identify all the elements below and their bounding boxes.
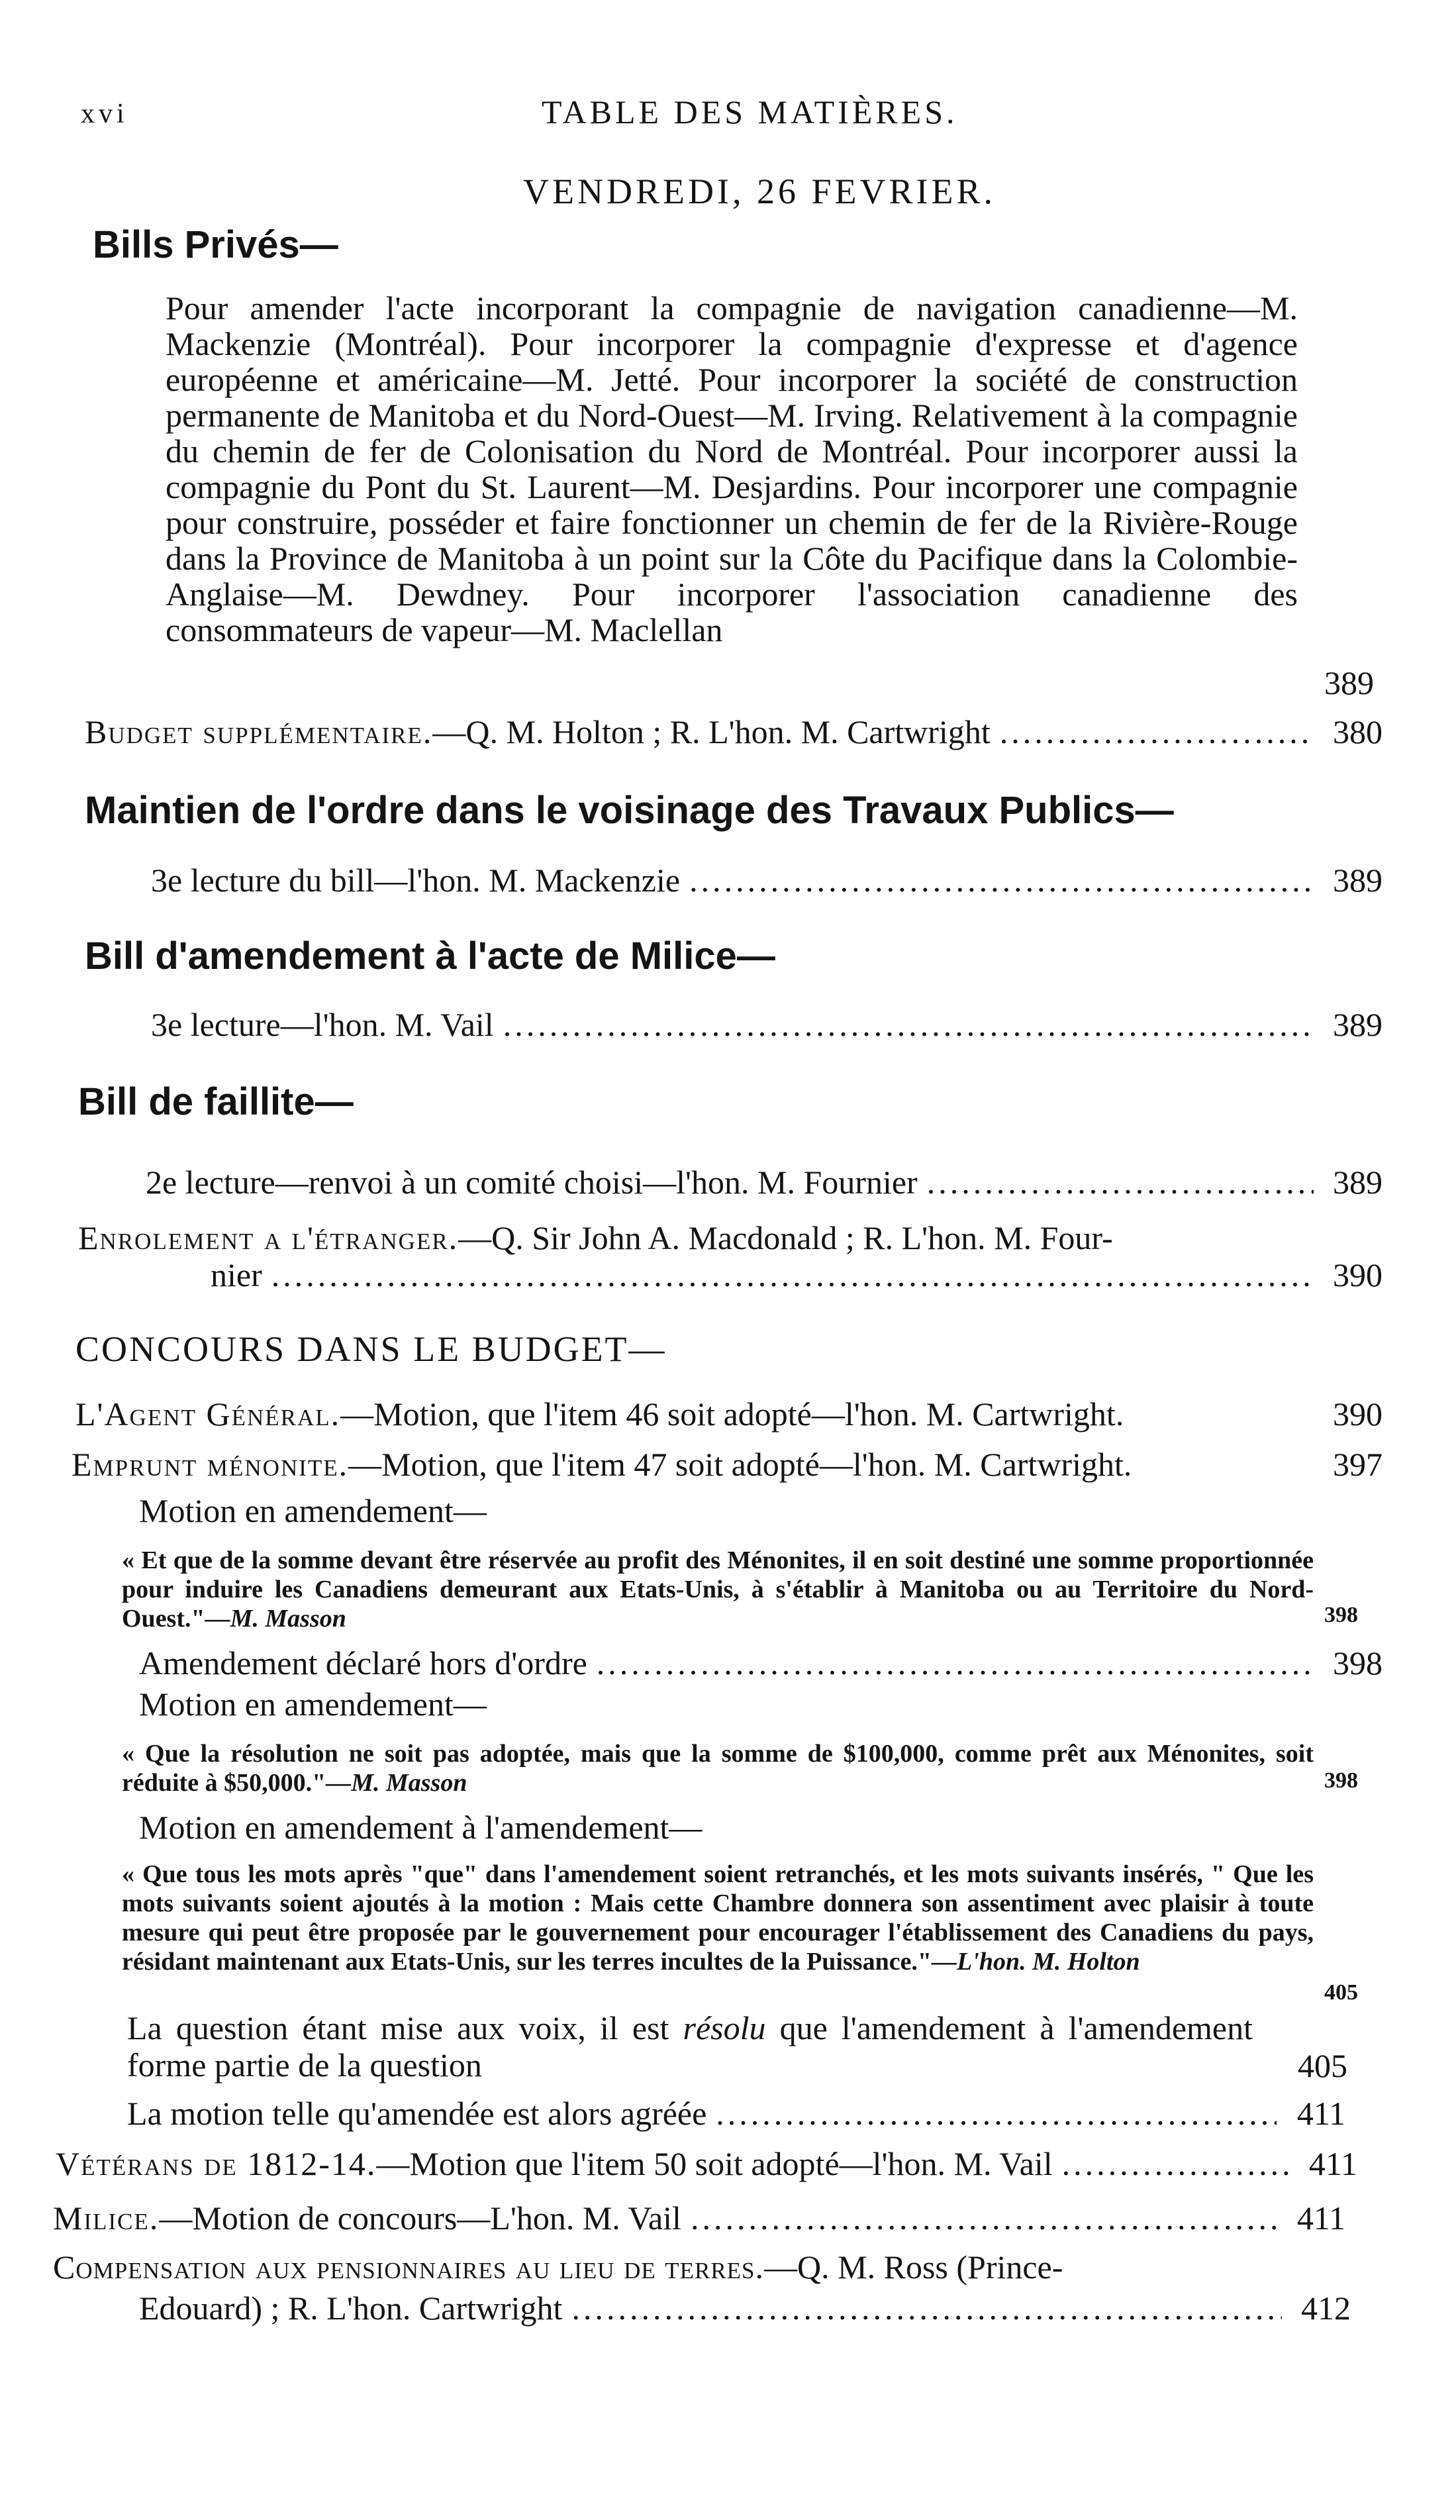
entry-agent-general	[75, 1395, 1383, 1433]
entry-motion-agreed	[127, 2094, 1345, 2133]
entry-page: 411	[1296, 2199, 1345, 2237]
entry-page: 411	[1296, 2095, 1345, 2132]
entry-label: Budget supplémentaire.	[85, 713, 433, 750]
running-title: TABLE DES MATIÈRES.	[542, 93, 958, 130]
dot-leader	[1062, 2144, 1288, 2183]
entry-text: 2e lecture—renvoi à un comité choisi—l'hon. M. Fournier	[146, 1164, 918, 1201]
dot-leader	[691, 2199, 1277, 2237]
quote-author: —M. Masson	[326, 1769, 467, 1797]
entry-compensation-line2	[139, 2289, 1351, 2327]
question-text-b: que l'amendement à l'amendement forme partie de la question	[127, 2009, 1253, 2084]
dot-leader	[927, 1163, 1314, 1201]
entry-maintien	[151, 861, 1383, 899]
motion-amendement-3: Motion en amendement à l'amendement—	[139, 1809, 703, 1846]
quote-text: « Que tous les mots après "que" dans l'amendement soient retranchés, et les mots suivants insérés, " Que les mots suivants soient ajoutés à la motion : Mais cette Chambre donnera son assentiment avec plaisir à toute mesure qui peut être proposée par le gouvernement pour encourager l'établissement des Canadiens du pays, résidant maintenant aux Etats-Unis, sur les terres incultes de la Puissance."	[122, 1860, 1314, 1976]
entry-label: Vétérans de 1812-14.	[56, 2145, 377, 2182]
quote-2	[122, 1739, 1314, 1797]
dot-leader	[571, 2289, 1282, 2327]
entry-text: nier	[211, 1256, 262, 1293]
entry-page: 389	[1333, 862, 1383, 899]
motion-amendement-2: Motion en amendement—	[139, 1686, 487, 1723]
dot-leader	[503, 1005, 1314, 1044]
entry-text: La motion telle qu'amendée est alors agréée	[127, 2095, 707, 2132]
entry-emprunt-menonite	[72, 1445, 1383, 1484]
quote-1-page: 398	[1324, 1603, 1358, 1627]
quote-text: « Que la résolution ne soit pas adoptée, mais que la somme de $100,000, comme prêt aux Ménonites, soit réduite à $50,000."	[122, 1740, 1314, 1797]
section-title-bills-prives: Bills Privés—	[93, 223, 338, 266]
entry-text: —Motion de concours—L'hon. M. Vail	[159, 2199, 681, 2237]
bills-prives-paragraph: Pour amender l'acte incorporant la compagnie de navigation canadienne—M. Mackenzie (Montréal). Pour incorporer la compagnie d'expresse et d'agence européenne et américaine—M. Jetté. Pour incorporer la société de construction permanente de Manitoba et du Nord-Ouest—M. Irving. Relativement à la compagnie du chemin de fer de Colonisation du Nord de Montréal. Pour incorporer aussi la compagnie du Pont du St. Laurent—M. Desjardins. Pour incorporer une compagnie pour construire, posséder et faire fonctionner un chemin de fer de la Rivière-Rouge dans la Province de Manitoba à un point sur la Côte du Pacifique dans la Colombie-Anglaise—M. Dewdney. Pour incorporer l'association canadienne des consommateurs de vapeur—M. Maclellan	[166, 289, 1298, 648]
entry-amendement-hors-ordre	[139, 1644, 1383, 1682]
motion-amendement-1: Motion en amendement—	[139, 1492, 487, 1529]
dot-leader	[689, 861, 1314, 899]
section-title-maintien: Maintien de l'ordre dans le voisinage des Travaux Publics—	[85, 789, 1174, 832]
entry-page: 411	[1308, 2145, 1357, 2182]
section-title-concours: CONCOURS DANS LE BUDGET—	[75, 1329, 667, 1369]
entry-label: Emprunt ménonite.	[72, 1446, 349, 1483]
entry-text: —Q. Sir John A. Macdonald ; R. L'hon. M. Four-	[458, 1219, 1113, 1256]
entry-compensation-line1	[53, 2248, 1063, 2286]
dot-leader	[716, 2094, 1277, 2133]
entry-page: 390	[1333, 1395, 1383, 1433]
entry-page: 390	[1333, 1256, 1383, 1293]
entry-text: —Q. M. Holton ; R. L'hon. M. Cartwright	[432, 713, 991, 750]
quote-1	[122, 1546, 1314, 1633]
entry-enrolement-line2	[211, 1256, 1383, 1294]
entry-text: Edouard) ; R. L'hon. Cartwright	[139, 2290, 563, 2327]
quote-2-page: 398	[1324, 1768, 1358, 1793]
page-number: xvi	[81, 99, 128, 129]
entry-text: —Motion que l'item 50 soit adopté—l'hon. M. Vail	[376, 2145, 1053, 2182]
question-resolu: résolu	[683, 2009, 766, 2046]
entry-text: 3e lecture du bill—l'hon. M. Mackenzie	[151, 862, 681, 899]
quote-3	[122, 1860, 1314, 1976]
entry-text: Amendement déclaré hors d'ordre	[139, 1644, 587, 1682]
entry-label: Enrolement a l'étranger.	[78, 1219, 459, 1256]
entry-page: 389	[1333, 1164, 1383, 1201]
bills-prives-page: 389	[1324, 664, 1374, 701]
session-date: VENDREDI, 26 FEVRIER.	[523, 172, 996, 211]
dot-leader	[597, 1644, 1314, 1682]
entry-veterans	[56, 2144, 1357, 2183]
entry-text: —Q. M. Ross (Prince-	[764, 2248, 1063, 2286]
entry-page: 397	[1333, 1446, 1383, 1483]
quote-3-page: 405	[1324, 1980, 1358, 2005]
entry-page: 389	[1333, 1006, 1383, 1043]
quote-author: —L'hon. M. Holton	[932, 1948, 1140, 1976]
quote-author: —M. Masson	[205, 1605, 346, 1633]
entry-enrolement-line1	[78, 1219, 1113, 1257]
quote-text: « Et que de la somme devant être réservée au profit des Ménonites, il en soit destiné une somme proportionnée pour induire les Canadiens demeurant aux Etats-Unis, à s'établir à Manitoba ou au Territoire du Nord-Ouest."	[122, 1546, 1314, 1633]
entry-label: Compensation aux pensionnaires au lieu de terres.	[53, 2248, 765, 2286]
entry-page: 412	[1301, 2290, 1351, 2327]
section-title-milice-bill: Bill d'amendement à l'acte de Milice—	[85, 934, 775, 978]
entry-text: 3e lecture—l'hon. M. Vail	[151, 1006, 494, 1043]
entry-text: —Motion, que l'item 46 soit adopté—l'hon. M. Cartwright.	[340, 1395, 1124, 1433]
dot-leader	[271, 1256, 1314, 1294]
entry-faillite	[146, 1163, 1383, 1201]
entry-label: L'Agent Général.	[75, 1395, 341, 1433]
entry-page: 398	[1333, 1644, 1383, 1682]
question-paragraph	[127, 2009, 1253, 2084]
dot-leader	[1000, 713, 1314, 751]
entry-budget-supplementaire	[85, 713, 1383, 751]
entry-milice	[53, 2199, 1345, 2237]
question-page: 405	[1298, 2047, 1347, 2084]
section-title-faillite: Bill de faillite—	[78, 1080, 354, 1123]
entry-label: Milice.	[53, 2199, 160, 2237]
question-text-a: La question étant mise aux voix, il est	[127, 2009, 669, 2046]
entry-milice-bill	[151, 1005, 1383, 1044]
entry-text: —Motion, que l'item 47 soit adopté—l'hon. M. Cartwright.	[348, 1446, 1132, 1483]
entry-page: 380	[1333, 713, 1383, 750]
